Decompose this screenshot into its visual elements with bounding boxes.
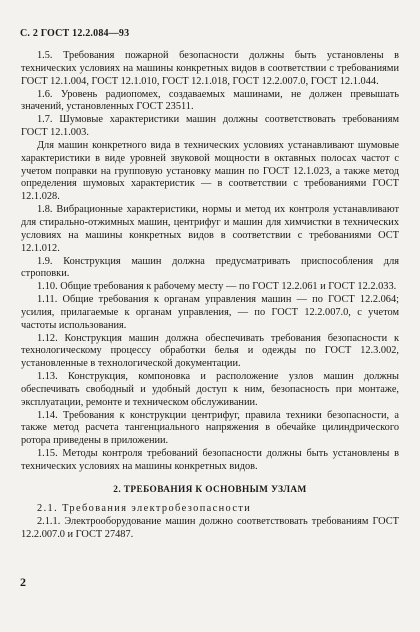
document-body [21, 50, 399, 541]
subsection-heading: 2.1. Требования электробезопасности [37, 502, 252, 514]
paragraph-2-1-1: 2.1.1. Электрооборудование машин должно соответствовать требованиям ГОСТ 12.2.007.0 и ГОСТ 27487. [21, 515, 399, 540]
paragraph-1-5: 1.5. Требования пожарной безопасности должны быть установлены в технических условиях на машины конкретных видов в соответствии с требованиями ГОСТ 12.1.004, ГОСТ 12.1.010, ГОСТ 12.1.018, ГОСТ 12.2.007.0, ГОСТ 12.1.044. [21, 50, 399, 87]
paragraph-1-12: 1.12. Конструкция машин должна обеспечивать требования безопасности к технологическому процессу обработки белья и одежды по ГОСТ 12.3.002, установленные в технологической документации. [21, 332, 399, 370]
paragraph-1-9: 1.9. Конструкция машин должна предусматривать приспособления для строповки. [21, 255, 399, 280]
paragraph-1-6: 1.6. Уровень радиопомех, создаваемых машинами, не должен превышать значений, установленных ГОСТ 23511. [21, 88, 399, 113]
paragraph-1-11: 1.11. Общие требования к органам управления машин — по ГОСТ 12.2.064; усилия, прилагаемые к органам управления, — по ГОСТ 12.2.007.0, с учетом частоты использования. [21, 294, 399, 331]
paragraph-1-10: 1.10. Общие требования к рабочему месту — по ГОСТ 12.2.061 и ГОСТ 12.2.033. [37, 281, 397, 293]
paragraph-1-13: 1.13. Конструкция, компоновка и расположение узлов машин должны обеспечивать свободный и удобный доступ к ним, безопасность при монтаже, эксплуатации, ремонте и техническом обслуживании. [21, 371, 399, 408]
paragraph-1-15: 1.15. Методы контроля требований безопасности должны быть установлены в технических условиях на машины конкретных видов. [21, 448, 399, 472]
paragraph-1-8: 1.8. Вибрационные характеристики, нормы и метод их контроля устанавливают для стирально-отжимных машин, центрифуг и машин для химчистки в технических условиях на машины конкретных видов в соответствии с требованиями ОСТ 12.1.012. [21, 204, 399, 254]
page-header: С. 2 ГОСТ 12.2.084—93 [20, 28, 130, 39]
section-title: 2. ТРЕБОВАНИЯ К ОСНОВНЫМ УЗЛАМ [113, 484, 307, 495]
page-number: 2 [20, 575, 26, 589]
paragraph-noise-details: Для машин конкретного вида в технических условиях устанавливают шумовые характеристики в виде уровней звуковой мощности в октавных полосах частот с учетом поправки на групповую установку машин по ГОСТ 12.1.023, а также метод определения шумовых характеристик — в соответствии с требованиями ГОСТ 12.1.028. [21, 139, 399, 203]
paragraph-1-7: 1.7. Шумовые характеристики машин должны соответствовать требованиям ГОСТ 12.1.003. [21, 114, 399, 139]
paragraph-1-14: 1.14. Требования к конструкции центрифуг, правила техники безопасности, а также метод расчета тангенциального напряжения в обечайке цилиндрического ротора приведены в приложении. [21, 409, 399, 447]
